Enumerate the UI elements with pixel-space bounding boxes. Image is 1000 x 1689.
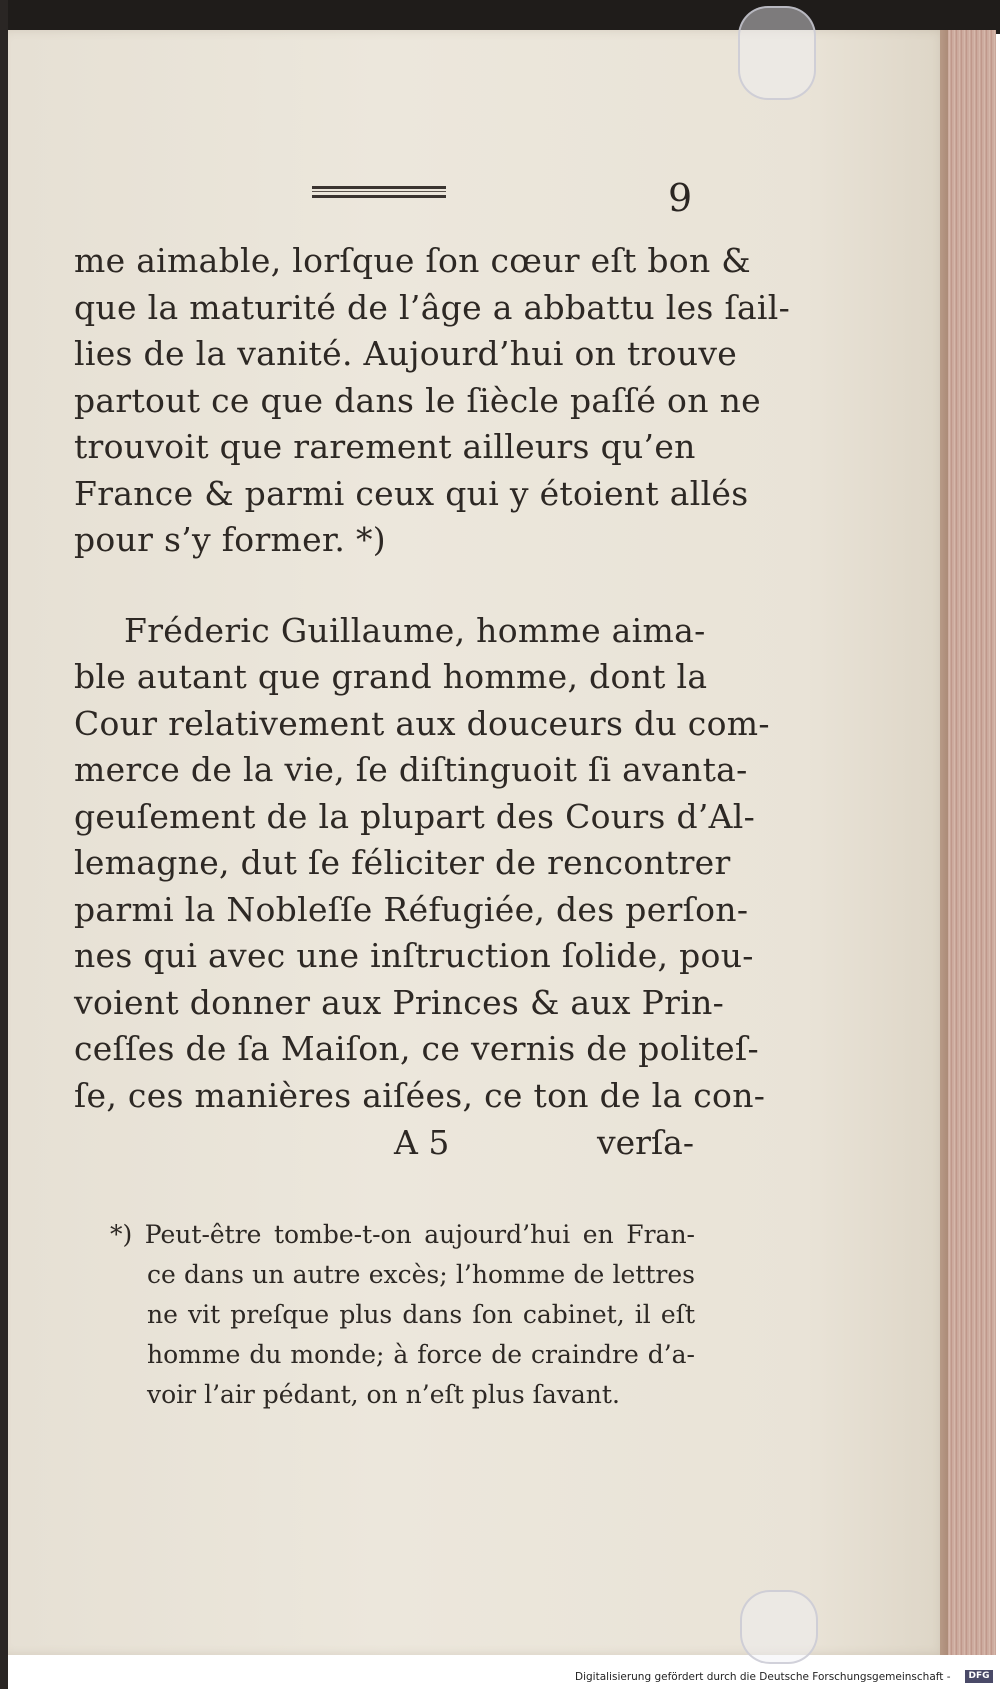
footnote-line: homme du monde; à force de craindre d’a- <box>147 1340 695 1369</box>
dfg-logo: DFG <box>965 1670 993 1683</box>
catchword: verſa- <box>597 1123 694 1162</box>
text-line: France & parmi ceux qui y étoient allés <box>74 473 749 513</box>
book-clip-top <box>738 6 816 100</box>
text-line: merce de la vie, ſe diſtinguoit ſi avanta- <box>74 750 748 789</box>
text-line: ceſſes de ſa Maiſon, ce vernis de politeſ- <box>74 1029 759 1068</box>
text-line: ſe, ces manières aiſées, ce ton de la con- <box>74 1075 766 1115</box>
header-ornament-rule <box>312 186 446 198</box>
text-line: que la maturité de l’âge a abbattu les ſail- <box>74 287 791 327</box>
digitization-credit: Digitalisierung gefördert durch die Deutsche Forschungsgemeinschaft - <box>575 1671 951 1683</box>
text-line: partout ce que dans le ſiècle paſſé on ne <box>74 380 761 420</box>
printer-signature: A 5 <box>394 1123 450 1162</box>
signature-line <box>74 1120 694 1166</box>
text-line: Fréderic Guillaume, homme aima- <box>124 610 706 650</box>
text-line: Cour relativement aux douceurs du com- <box>74 703 770 743</box>
text-line: pour s’y former. *) <box>74 520 386 559</box>
footnote-line: *) Peut-être tombe-t-on aujourd’hui en Fran- <box>110 1220 695 1249</box>
body-text <box>74 238 791 1119</box>
page-number: 9 <box>668 176 693 220</box>
paragraph-gap <box>74 564 694 608</box>
footnote-line: ce dans un autre excès; l’homme de lettres <box>147 1260 695 1289</box>
footnote-line: voir l’air pédant, on n’eſt plus ſavant. <box>147 1380 620 1409</box>
text-line: geuſement de la plupart des Cours d’Al- <box>74 796 756 836</box>
text-line: voient donner aux Princes & aux Prin- <box>74 982 725 1022</box>
text-line: lemagne, dut ſe féliciter de rencontrer <box>74 843 731 882</box>
text-line: lies de la vanité. Aujourd’hui on trouve <box>74 334 738 373</box>
scan-border-top <box>0 0 1000 34</box>
scan-border-left <box>0 0 8 1689</box>
text-line: nes qui avec une inſtruction ſolide, pou- <box>74 936 754 975</box>
footnote-line: ne vit preſque plus dans ſon cabinet, il eſt <box>147 1300 695 1329</box>
book-page-edges <box>948 30 996 1655</box>
text-line: parmi la Nobleſſe Réfugiée, des perſon- <box>74 889 749 929</box>
text-line: me aimable, lorſque ſon cœur eſt bon & <box>74 241 751 280</box>
text-line: ble autant que grand homme, dont la <box>74 657 708 696</box>
book-clip-bottom <box>740 1590 818 1664</box>
text-line: trouvoit que rarement ailleurs qu’en <box>74 427 696 466</box>
footnote <box>110 1215 695 1415</box>
